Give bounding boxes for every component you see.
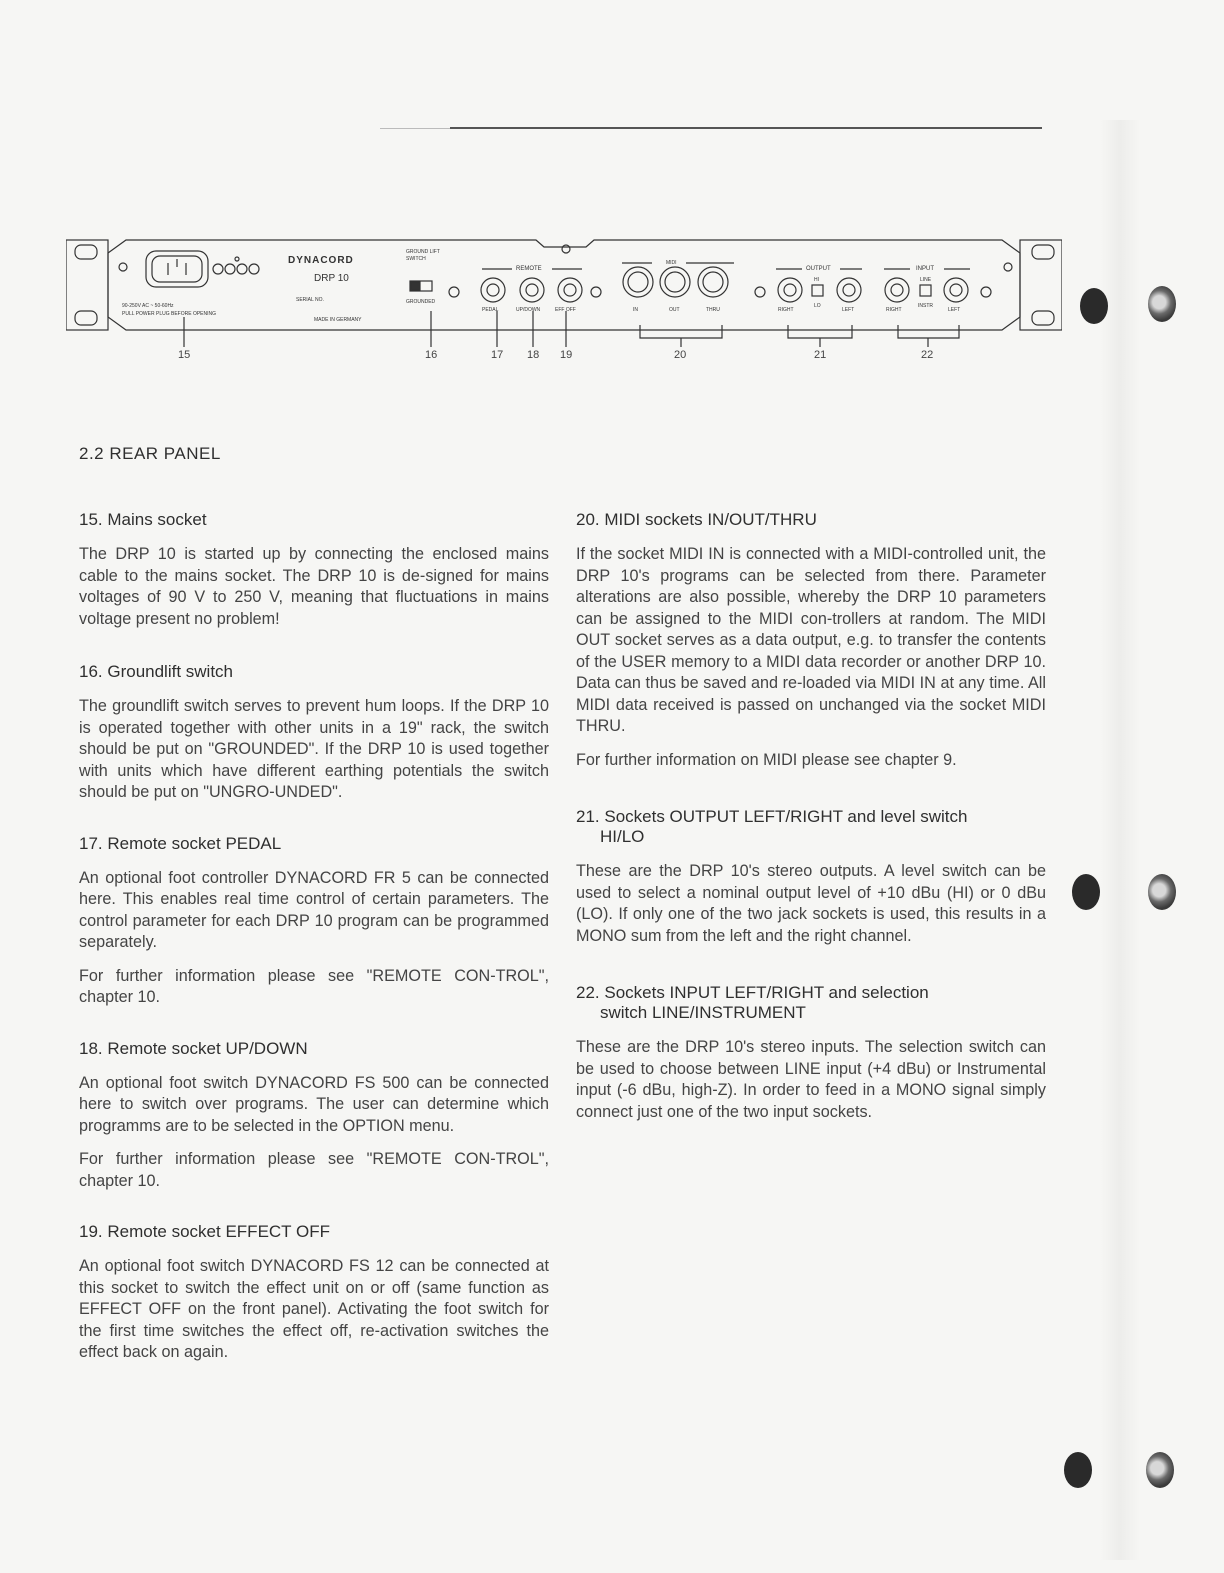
panel-remote-effoff: EFF OFF <box>555 307 576 313</box>
item-input-sockets <box>576 983 1046 1123</box>
item-paragraph: The DRP 10 is started up by connecting the enclosed mains cable to the mains socket. The DRP 10 is de-signed for mains voltages of 90 V to 250 V, meaning that fluctuations in mains voltage present no problem! <box>79 545 549 628</box>
item-groundlift-switch <box>79 662 549 804</box>
item-paragraph: For further information please see "REMOTE CON-TROL", chapter 10. <box>79 1150 549 1190</box>
panel-input-label: INPUT <box>916 266 934 272</box>
callout-18: 18 <box>527 349 540 361</box>
panel-output-label: OUTPUT <box>806 266 831 272</box>
item-paragraph: An optional foot controller DYNACORD FR 5 can be connected here. This enables real time control of certain parameters. The control parameter for each DRP 10 program can be programmed separately. <box>79 868 549 951</box>
item-heading: 15. Mains socket <box>79 510 207 529</box>
item-heading-main: 21. Sockets OUTPUT LEFT/RIGHT and level switch <box>576 807 968 826</box>
item-mains-socket <box>79 510 549 630</box>
panel-output-hi: HI <box>814 277 819 283</box>
rear-panel-diagram <box>66 235 1062 375</box>
item-heading <box>576 983 1046 1023</box>
rack-hole-right-top <box>1032 245 1054 259</box>
item-paragraph: For further information on MIDI please see chapter 9. <box>576 750 957 769</box>
groundlift-switch-lever <box>411 282 420 290</box>
panel-midi-thru: THRU <box>706 307 720 313</box>
item-paragraph: These are the DRP 10's stereo inputs. The selection switch can be used to choose between LINE input (+4 dBu) or Instrumental input (-6 dBu, high-Z). In order to feed in a MONO signal simply connect just one of the two input sockets. <box>576 1038 1046 1121</box>
panel-input-right: RIGHT <box>886 307 902 313</box>
right-column <box>576 510 1046 1135</box>
item-heading <box>576 807 1046 847</box>
item-paragraph: The groundlift switch serves to prevent hum loops. If the DRP 10 is operated together with other units in a 19" rack, the switch should be put on "GROUNDED". If the DRP 10 is used together with units which have different earthing potentials the switch should be put on "UNGRO-UNDED". <box>79 697 549 801</box>
panel-groundlift-mid: SWITCH <box>406 256 426 262</box>
item-paragraph: An optional foot switch DYNACORD FS 500 can be connected here to switch over programs. The user can determine which programms are to be selected in the OPTION menu. <box>79 1073 549 1135</box>
output-level-switch <box>812 285 823 296</box>
panel-remote-pedal: PEDAL <box>482 307 499 313</box>
rack-hole-left-bottom <box>75 311 97 325</box>
item-paragraph: For further information please see "REMOTE CON-TROL", chapter 10. <box>79 966 549 1006</box>
item-heading: 18. Remote socket UP/DOWN <box>79 1038 308 1058</box>
item-heading-main: 22. Sockets INPUT LEFT/RIGHT and selection <box>576 983 929 1002</box>
chassis-outline <box>108 240 1020 330</box>
rack-ear-left <box>66 240 108 330</box>
item-midi-sockets <box>576 510 1046 771</box>
panel-groundlift-bottom: GROUNDED <box>406 299 436 305</box>
punch-hole-middle-right <box>1148 874 1176 910</box>
item-heading: 16. Groundlift switch <box>79 662 234 681</box>
panel-power-warning: PULL POWER PLUG BEFORE OPENING <box>122 311 217 317</box>
rack-hole-left-top <box>75 245 97 259</box>
panel-output-lo: LO <box>814 303 821 309</box>
panel-input-instr: INSTR <box>918 303 933 309</box>
panel-remote-label: REMOTE <box>516 266 542 272</box>
panel-serial: SERIAL NO. <box>296 297 324 303</box>
input-select-switch <box>920 285 931 296</box>
item-remote-updown <box>79 1039 549 1193</box>
item-remote-effect-off <box>79 1222 549 1364</box>
panel-groundlift-top: GROUND LIFT <box>406 249 440 255</box>
rack-hole-right-bottom <box>1032 311 1054 325</box>
top-rule <box>450 127 1042 129</box>
item-heading: 19. Remote socket EFFECT OFF <box>79 1222 330 1241</box>
item-paragraph: If the socket MIDI IN is connected with a MIDI-controlled unit, the DRP 10's programs can be selected from there. Parameter alterations are also possible, whereby the DRP 10 parameters can be assigned to the MIDI con-trollers at random. The MIDI OUT socket serves as a data output, e.g. to transfer the contents of the USER memory to a MIDI data recorder or another DRP 10. Data can thus be saved and re-loaded via MIDI IN at any time. All MIDI data received is passed on unchanged via the socket MIDI THRU. <box>576 545 1046 735</box>
panel-midi-out: OUT <box>669 307 680 313</box>
item-output-sockets <box>576 807 1046 947</box>
left-column <box>79 510 549 1376</box>
panel-remote-updown: UP/DOWN <box>516 307 541 313</box>
callout-15: 15 <box>178 349 191 361</box>
callout-19: 19 <box>560 349 573 361</box>
callout-22: 22 <box>921 349 934 361</box>
item-heading: 20. MIDI sockets IN/OUT/THRU <box>576 510 817 529</box>
panel-input-line: LINE <box>920 277 932 283</box>
panel-brand: DYNACORD <box>288 255 354 266</box>
item-paragraph: An optional foot switch DYNACORD FS 12 can be connected at this socket to switch the effect unit on or off (same function as EFFECT OFF on the front panel). Activating the foot switch for the first time switches the effect off, re-activation switches the effect back on again. <box>79 1257 549 1361</box>
panel-model: DRP 10 <box>314 273 349 284</box>
callout-21: 21 <box>814 349 827 361</box>
panel-midi-label: MIDI <box>666 260 677 266</box>
panel-output-right: RIGHT <box>778 307 794 313</box>
callout-16: 16 <box>425 349 438 361</box>
punch-hole-bottom-right <box>1146 1452 1174 1488</box>
panel-made-in: MADE IN GERMANY <box>314 317 362 323</box>
section-title: 2.2 REAR PANEL <box>79 444 221 463</box>
item-heading: 17. Remote socket PEDAL <box>79 833 282 853</box>
item-heading-sub: HI/LO <box>600 827 645 846</box>
punch-hole-top-right <box>1148 286 1176 322</box>
panel-input-left: LEFT <box>948 307 961 313</box>
punch-hole-top-left <box>1080 288 1108 324</box>
callout-17: 17 <box>491 349 504 361</box>
page-edge-shadow <box>1100 120 1140 1560</box>
panel-voltage: 90-250V AC ~ 50-60Hz <box>122 303 174 309</box>
item-heading-sub: switch LINE/INSTRUMENT <box>600 1003 806 1022</box>
punch-hole-middle-left <box>1072 874 1100 910</box>
item-paragraph: These are the DRP 10's stereo outputs. A level switch can be used to select a nominal output level of +10 dBu (HI) or 0 dBu (LO). If only one of the two jack sockets is used, this results in a MONO sum from the left and the right channel. <box>576 862 1046 945</box>
item-remote-pedal <box>79 834 549 1009</box>
callout-20: 20 <box>674 349 687 361</box>
panel-output-left: LEFT <box>842 307 855 313</box>
top-rule-faint <box>380 128 450 129</box>
panel-midi-in: IN <box>633 307 638 313</box>
rack-ear-right <box>1020 240 1062 330</box>
punch-hole-bottom-left <box>1064 1452 1092 1488</box>
